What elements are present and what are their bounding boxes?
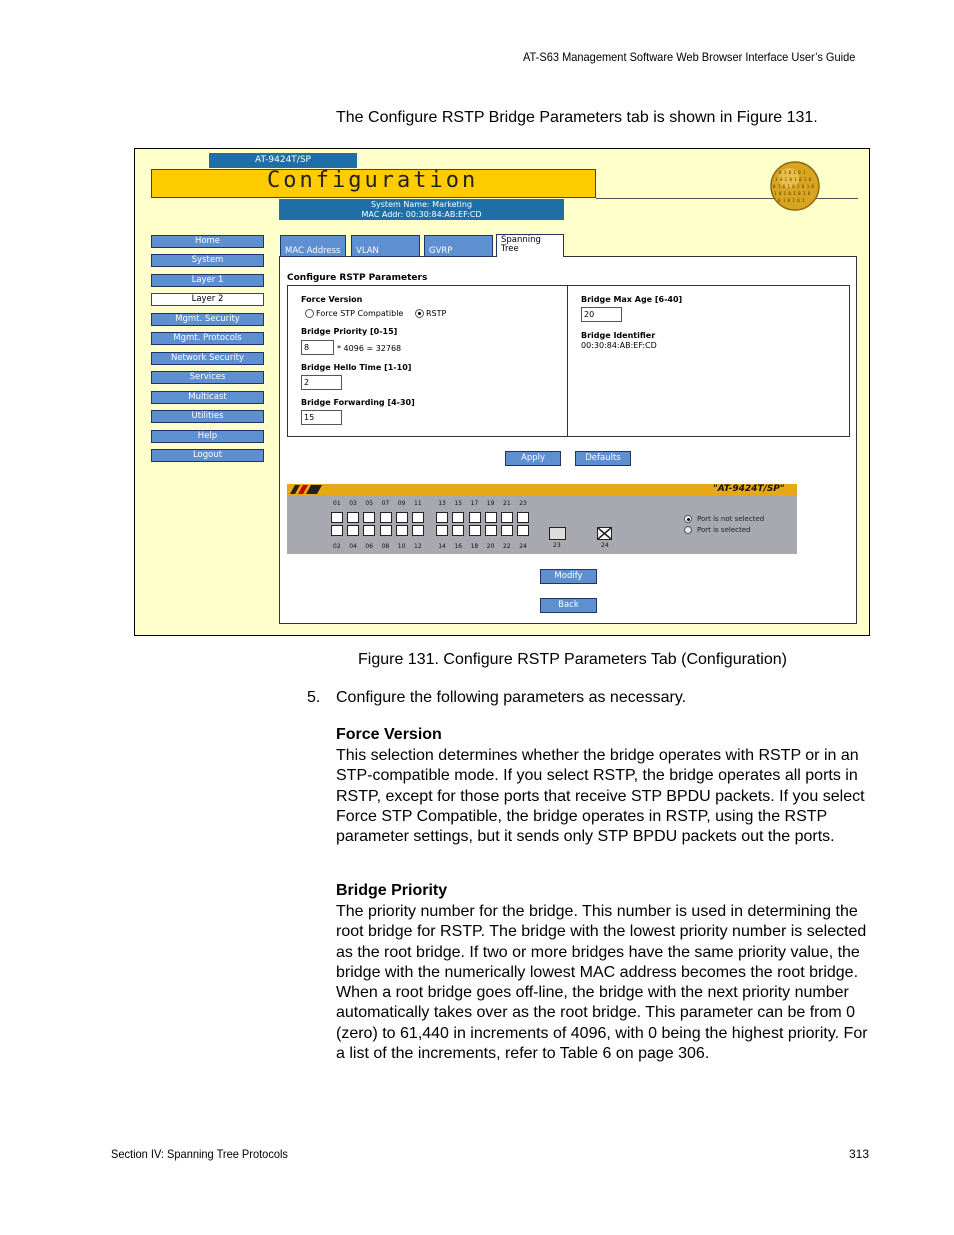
hello-time-input[interactable]: 2 (301, 375, 342, 390)
identifier-value: 00:30:84:AB:EF:CD (581, 341, 657, 350)
hello-time-label: Bridge Hello Time [1-10] (301, 363, 412, 372)
parameter-divider (567, 285, 568, 437)
radio-rstp[interactable] (415, 309, 424, 318)
radio-rstp-label: RSTP (426, 309, 447, 318)
port-label-bottom: 08 (381, 543, 390, 550)
tab-mac-address[interactable]: MAC Address (280, 235, 346, 257)
port-label-top: 17 (470, 500, 479, 507)
uplink-port-24-label: 24 (601, 542, 609, 549)
bridge-priority-note: * 4096 = 32768 (337, 344, 402, 353)
port-06[interactable] (363, 525, 375, 536)
max-age-input[interactable]: 20 (581, 307, 622, 322)
radio-force-stp-label: Force STP Compatible (316, 309, 404, 318)
port-label-bottom: 02 (333, 543, 341, 550)
port-05[interactable] (363, 512, 375, 523)
nav-mgmt-security[interactable]: Mgmt. Security (151, 313, 264, 326)
globe-logo-icon (769, 160, 821, 212)
svg-text:0 1 0 1 0 1 0 1 0: 0 1 0 1 0 1 0 1 0 (773, 184, 814, 189)
port-label-bottom: 24 (519, 543, 527, 550)
back-button[interactable]: Back (540, 598, 597, 613)
port-16[interactable] (452, 525, 464, 536)
forwarding-input[interactable]: 15 (301, 410, 342, 425)
nav-mgmt-protocols[interactable]: Mgmt. Protocols (151, 332, 264, 345)
tab-spanning-tree[interactable] (496, 234, 564, 257)
tab-gvrp[interactable]: GVRP (424, 235, 493, 257)
identifier-label: Bridge Identifier (581, 331, 656, 340)
port-label-bottom: 06 (365, 543, 374, 550)
port-label-top: 03 (349, 500, 357, 507)
footer-section: Section IV: Spanning Tree Protocols (111, 1147, 288, 1161)
port-13[interactable] (436, 512, 448, 523)
switch-model-name: "AT-9424T/SP" (713, 484, 785, 494)
running-head: AT-S63 Management Software Web Browser Interface User’s Guide (523, 50, 856, 64)
port-label-top: 13 (438, 500, 446, 507)
port-01[interactable] (331, 512, 343, 523)
step-text: Configure the following parameters as necessary. (336, 689, 687, 706)
uplink-port-23-label: 23 (553, 542, 561, 549)
port-22[interactable] (501, 525, 513, 536)
system-info (279, 199, 564, 220)
legend-not-selected: Port is not selected (697, 515, 765, 523)
allied-telesyn-logo-icon (290, 485, 322, 494)
port-20[interactable] (485, 525, 497, 536)
nav-network-security[interactable]: Network Security (151, 352, 264, 365)
svg-text:0 1 0 1 0 1: 0 1 0 1 0 1 (778, 198, 805, 203)
port-label-bottom: 04 (349, 543, 357, 550)
bridge-priority-input[interactable]: 8 (301, 340, 334, 355)
nav-layer-1[interactable]: Layer 1 (151, 274, 264, 287)
tab-spanning-tree-line2: Tree (501, 244, 519, 254)
nav-system[interactable]: System (151, 254, 264, 267)
port-18[interactable] (469, 525, 481, 536)
port-label-bottom: 22 (503, 543, 511, 550)
legend-selected-icon (684, 526, 692, 534)
port-08[interactable] (380, 525, 392, 536)
nav-multicast[interactable]: Multicast (151, 391, 264, 404)
footer-page-number: 313 (849, 1147, 870, 1161)
figure-screenshot (134, 148, 870, 636)
port-21[interactable] (501, 512, 513, 523)
port-17[interactable] (469, 512, 481, 523)
port-15[interactable] (452, 512, 464, 523)
nav-home[interactable]: Home (151, 235, 264, 248)
legend-not-selected-icon (684, 515, 692, 523)
section-title: Configure RSTP Parameters (287, 273, 428, 283)
mac-addr: MAC Addr: 00:30:84:AB:EF:CD (361, 210, 482, 219)
port-label-top: 19 (486, 500, 495, 507)
force-version-body: This selection determines whether the bridge operates with RSTP or in an STP-compatible mode. If you select RSTP, the bridge operates all ports in RSTP, except for those ports that receive STP BPDU packets. If you select Force STP Compatible, the bridge operates in RSTP, using the RSTP parameter settings, but it sends only STP BPDU packets out the ports. (336, 747, 865, 846)
port-09[interactable] (396, 512, 408, 523)
port-label-bottom: 16 (454, 543, 463, 550)
apply-button[interactable]: Apply (505, 451, 561, 466)
bridge-priority-label: Bridge Priority [0-15] (301, 327, 398, 336)
figure-caption: Figure 131. Configure RSTP Parameters Tab (Configuration) (358, 651, 787, 668)
model-tab: AT-9424T/SP (209, 153, 357, 168)
uplink-port-24-empty-icon[interactable] (597, 527, 612, 540)
port-07[interactable] (380, 512, 392, 523)
port-23[interactable] (517, 512, 529, 523)
port-label-bottom: 12 (414, 543, 422, 550)
port-14[interactable] (436, 525, 448, 536)
port-label-top: 01 (333, 500, 341, 507)
port-label-top: 07 (381, 500, 390, 507)
radio-force-stp[interactable] (305, 309, 314, 318)
max-age-label: Bridge Max Age [6-40] (581, 295, 683, 304)
port-24[interactable] (517, 525, 529, 536)
port-label-top: 21 (503, 500, 511, 507)
tab-vlan[interactable]: VLAN (351, 235, 420, 257)
uplink-port-23[interactable] (549, 527, 566, 540)
port-02[interactable] (331, 525, 343, 536)
port-10[interactable] (396, 525, 408, 536)
parameter-box (287, 285, 850, 437)
port-04[interactable] (347, 525, 359, 536)
step-number: 5. (307, 689, 321, 706)
forwarding-label: Bridge Forwarding [4-30] (301, 398, 415, 407)
nav-utilities[interactable]: Utilities (151, 410, 264, 423)
port-label-top: 23 (519, 500, 527, 507)
tab-spanning-tree-line1: Spanning (501, 235, 541, 245)
force-version-label: Force Version (301, 295, 363, 304)
legend-selected: Port is selected (697, 526, 751, 534)
port-label-bottom: 10 (397, 543, 406, 550)
port-11[interactable] (412, 512, 424, 523)
port-label-top: 15 (454, 500, 463, 507)
port-label-bottom: 20 (486, 543, 495, 550)
port-label-top: 09 (397, 500, 406, 507)
bridge-priority-heading: Bridge Priority (336, 882, 448, 899)
nav-services[interactable]: Services (151, 371, 264, 384)
defaults-button[interactable]: Defaults (575, 451, 631, 466)
svg-text:1 0 1 0 1 0 1 0: 1 0 1 0 1 0 1 0 (774, 191, 811, 196)
port-label-bottom: 18 (470, 543, 479, 550)
system-name: System Name: Marketing (370, 200, 473, 209)
port-03[interactable] (347, 512, 359, 523)
nav-logout[interactable]: Logout (151, 449, 264, 462)
modify-button[interactable]: Modify (540, 569, 597, 584)
bridge-priority-body: The priority number for the bridge. This number is used in determining the root bridge for RSTP. The bridge with the lowest priority number is selected as the root bridge. If two or more bridges have the same priority value, the bridge with the numerically lowest MAC address becomes the root bridge. When a root bridge goes off-line, the bridge with the next priority number automatically takes over as the root bridge. This parameter can be from 0 (zero) to 61,440 in increments of 4096, with 0 being the highest priority. For a list of the increments, refer to Table 6 on page 306. (336, 903, 868, 1063)
port-19[interactable] (485, 512, 497, 523)
port-label-bottom: 14 (438, 543, 446, 550)
svg-text:0 1 0 1 0 1: 0 1 0 1 0 1 (779, 170, 806, 175)
nav-help[interactable]: Help (151, 430, 264, 443)
config-title: Configuration (267, 168, 479, 193)
port-label-top: 11 (414, 500, 422, 507)
svg-text:1 0 1 0 1 0 1 0: 1 0 1 0 1 0 1 0 (775, 177, 812, 182)
force-version-heading: Force Version (336, 726, 442, 743)
intro-text: The Configure RSTP Bridge Parameters tab is shown in Figure 131. (336, 109, 818, 126)
port-label-top: 05 (365, 500, 374, 507)
nav-layer-2[interactable]: Layer 2 (151, 293, 264, 306)
port-12[interactable] (412, 525, 424, 536)
